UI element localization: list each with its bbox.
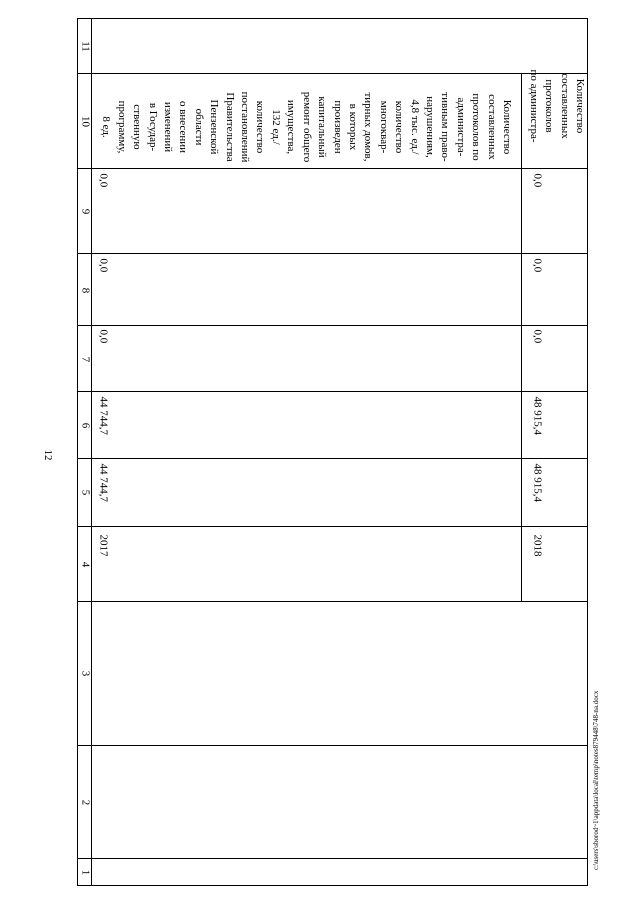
col-number-3: 3 — [79, 670, 91, 676]
text-line: тивным право- — [439, 91, 452, 162]
text-line: Правительства — [223, 91, 236, 162]
text-line: ремонт общего — [300, 91, 313, 162]
text-line: изменений — [162, 101, 175, 152]
text-line: многоквар- — [377, 100, 390, 153]
row-2017-col10-text — [94, 81, 514, 173]
text-line: 8 ед. — [100, 115, 113, 138]
text-line: количество — [393, 100, 406, 153]
col-number-6: 6 — [79, 422, 91, 428]
text-line: Количество — [574, 78, 586, 134]
text-line: количество — [254, 100, 267, 153]
col-number-7: 7 — [79, 356, 91, 362]
col-number-1: 1 — [79, 869, 91, 875]
text-line: Пензенской — [208, 99, 221, 154]
col-number-2: 2 — [79, 799, 91, 805]
page-number: 12 — [42, 449, 54, 461]
row-2017-year: 2017 — [97, 534, 110, 556]
text-line: в Государ- — [146, 102, 159, 151]
row-2017-col7: 0,0 — [97, 329, 110, 343]
row-2017-col9: 0,0 — [97, 173, 110, 187]
text-line: по администра- — [527, 69, 540, 143]
col-number-10: 10 — [79, 115, 91, 127]
col-number-11: 11 — [79, 40, 91, 52]
text-line: 4,8 тыс. ед./ — [408, 98, 421, 155]
col-number-4: 4 — [79, 561, 91, 567]
text-line: нарушениям, — [423, 95, 436, 158]
row-2017-col8: 0,0 — [97, 258, 110, 272]
text-line: программу, — [115, 100, 128, 153]
row-2017-col6: 44 744,7 — [97, 396, 110, 435]
row-2017-col5: 44 744,7 — [97, 463, 110, 502]
text-line: имущества, — [285, 99, 298, 154]
col-number-5: 5 — [79, 489, 91, 495]
row-2018-col10-text — [523, 61, 587, 151]
file-path-footer: c:\users\sborod~1\appdata\local\temp\notes879448\748-na.docx — [592, 690, 600, 870]
text-line: ственную — [131, 103, 144, 150]
text-line: постановлений — [239, 91, 252, 162]
text-line: протоколов — [543, 79, 556, 133]
text-line: тирных домов, — [362, 91, 375, 161]
text-line: администра- — [454, 97, 467, 156]
text-line: о внесении — [177, 100, 190, 153]
row-2018-year: 2018 — [531, 534, 544, 556]
text-line: составленных — [485, 93, 498, 160]
text-line: области — [192, 108, 205, 145]
text-line: в которых — [346, 103, 359, 150]
row-2018-col9: 0,0 — [531, 173, 544, 187]
text-line: произведен — [331, 99, 344, 154]
col-number-8: 8 — [79, 287, 91, 293]
text-line: 132 ед./ — [269, 108, 282, 145]
text-line: протоколов по — [470, 92, 483, 161]
text-line: капитальный — [316, 95, 329, 158]
row-2018-col5: 48 915,4 — [531, 463, 544, 502]
row-2018-col7: 0,0 — [531, 329, 544, 343]
row-2018-col8: 0,0 — [531, 258, 544, 272]
row-2018-col6: 48 915,4 — [531, 396, 544, 435]
text-line: Количество — [501, 99, 513, 154]
text-line: составленных — [558, 73, 571, 139]
col-number-9: 9 — [79, 208, 91, 214]
